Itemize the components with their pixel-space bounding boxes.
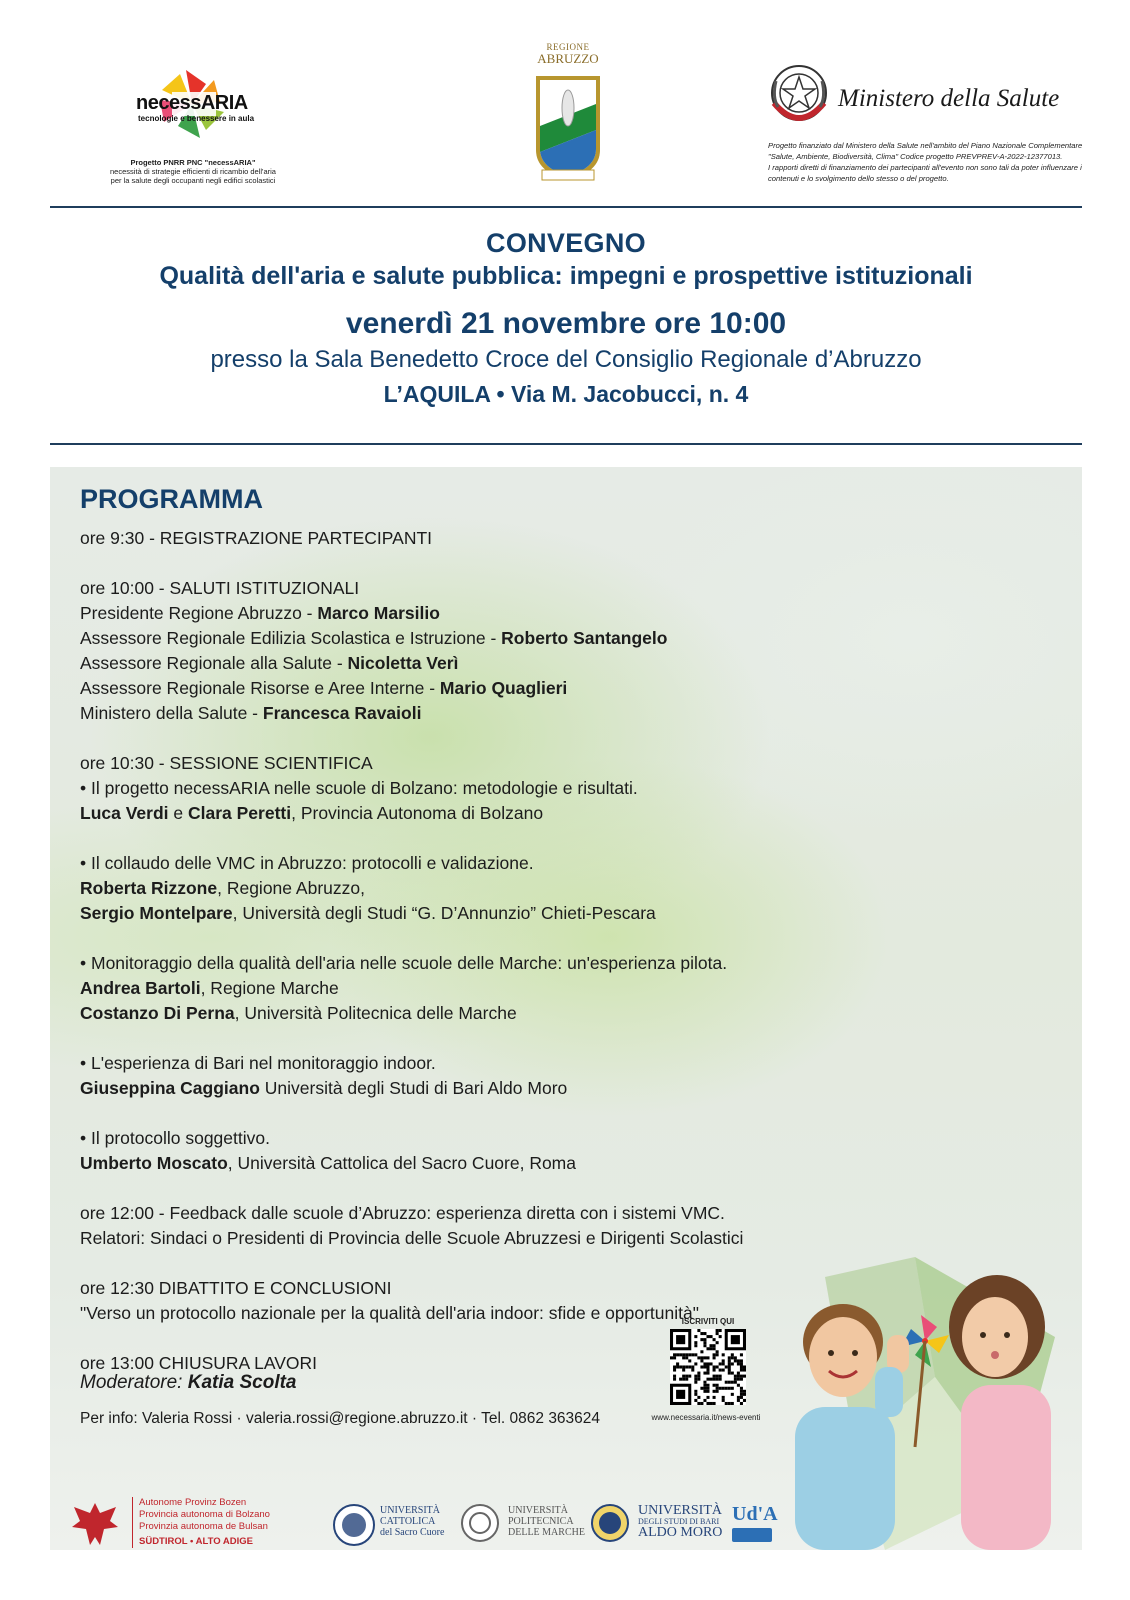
program-list [80,482,800,1376]
qr-url[interactable]: www.necessaria.it/news-eventi [651,1413,761,1422]
bolzano-text: Autonome Provinz Bozen Provincia autonoma di Bolzano Provinzia autonoma de Bulsan SÜDTIROL • ALTO ADIGE [132,1497,270,1548]
unicatt-seal-icon [332,1503,376,1547]
talk-speakers: Giuseppina Caggiano Università degli Studi di Bari Aldo Moro [80,1078,568,1098]
event-subtitle: Qualità dell'aria e salute pubblica: impegni e prospettive istituzionali [159,262,973,290]
greeting-line: Ministero della Salute - Francesca Ravaioli [80,703,422,723]
event-datetime: venerdì 21 novembre ore 10:00 [345,307,787,340]
session-feedback-speakers: Relatori: Sindaci o Presidenti di Provincia delle Scuole Abruzzesi e Dirigenti Scolastici [80,1228,744,1248]
session-feedback: ore 12:00 - Feedback dalle scuole d’Abruzzo: esperienza diretta con i sistemi VMC. [80,1203,725,1223]
greeting-line: Presidente Regione Abruzzo - Marco Marsilio [80,603,440,623]
talk-title: • Il collaudo delle VMC in Abruzzo: protocolli e validazione. [80,853,534,873]
greeting-line: Assessore Regionale Edilizia Scolastica e Istruzione - Roberto Santangelo [80,628,668,648]
talk-speakers: Luca Verdi e Clara Peretti, Provincia Autonoma di Bolzano [80,803,544,823]
session-debate: ore 12:30 DIBATTITO E CONCLUSIONI [80,1278,392,1298]
italian-republic-emblem-icon [768,63,830,127]
registration-qr[interactable] [648,1317,768,1422]
partner-logos [70,1497,790,1547]
talk-title: • Monitoraggio della qualità dell'aria nelle scuole delle Marche: un'esperienza pilota. [80,953,728,973]
greeting-line: Assessore Regionale Risorse e Aree Interne - Mario Quaglieri [80,678,568,698]
ministero-funding-note: Progetto finanziato dal Ministero della Salute nell'ambito del Piano Nazionale Complementare "Salute, Ambiente, Biodiversità, Clima" Codice progetto PREVPREV-A-2022-12377013. I rapporti diretti di finanziamento dei partecipanti all'evento non sono tali da poter influenzare i contenuti e lo svolgimento dello stesso o del progetto. [768,141,1083,183]
talk-speakers: Andrea Bartoli, Regione Marche [80,978,339,998]
ministero-salute-logo [768,63,1088,203]
session-closing: ore 13:00 CHIUSURA LAVORI [80,1353,317,1373]
regione-abruzzo-logo [528,42,608,182]
event-venue: presso la Sala Benedetto Croce del Consiglio Regionale d’Abruzzo [210,346,922,373]
event-title-block [50,226,1082,412]
program-panel [50,467,1082,1550]
contact-info[interactable]: Per info: Valeria Rossi · valeria.rossi@regione.abruzzo.it · Tel. 0862 363624 [80,1410,601,1427]
talk-speakers: Roberta Rizzone, Regione Abruzzo, [80,878,365,898]
moderator-line: Moderatore: Katia Scolta [80,1372,297,1393]
ministero-title: Ministero della Salute [838,85,1060,112]
unicatt-logo: UNIVERSITÀ CATTOLICA del Sacro Cuore [332,1503,452,1549]
event-type: CONVEGNO [486,228,646,258]
session-greetings: ore 10:00 - SALUTI ISTITUZIONALI [80,578,360,598]
talk-title: • Il protocollo soggettivo. [80,1128,270,1148]
uda-logo: Ud'A [732,1503,782,1549]
necessaria-project-text: Progetto PNRR PNC "necessARIA" necessità di strategie efficienti di ricambio dell'aria per la salute degli occupanti negli edifici scolastici [110,158,276,185]
provincia-bolzano-logo [70,1499,320,1555]
event-address: L’AQUILA • Via M. Jacobucci, n. 4 [383,381,749,407]
title-divider [50,443,1082,445]
header-divider [50,206,1082,208]
talk-title: • Il progetto necessARIA nelle scuole di Bolzano: metodologie e risultati. [80,778,638,798]
univpm-logo: UNIVERSITÀ POLITECNICA DELLE MARCHE [460,1503,580,1549]
necessaria-wordmark: necessARIA [136,92,248,114]
program-heading: PROGRAMMA [80,484,263,514]
uniba-logo: UNIVERSITÀ DEGLI STUDI DI BARI ALDO MORO [590,1503,730,1549]
univpm-seal-icon [460,1503,500,1543]
necessaria-logo [88,60,298,195]
regione-label: REGIONE [546,42,590,52]
regione-shield-icon [532,74,604,182]
greeting-line: Assessore Regionale alla Salute - Nicoletta Verì [80,653,459,673]
qr-code-icon[interactable] [670,1329,746,1405]
uniba-seal-icon [590,1503,630,1543]
talk-speakers: Costanzo Di Perna, Università Politecnica delle Marche [80,1003,517,1023]
session-debate-title: "Verso un protocollo nazionale per la qualità dell'aria indoor: sfide e opportunità" [80,1303,699,1323]
necessaria-tagline: tecnologie e benessere in aula [138,114,255,123]
session-registration: ore 9:30 - REGISTRAZIONE PARTECIPANTI [80,528,433,548]
abruzzo-label: ABRUZZO [537,51,599,66]
children-pinwheel-illustration [765,1257,1082,1550]
session-scientific: ore 10:30 - SESSIONE SCIENTIFICA [80,753,373,773]
talk-speakers: Umberto Moscato, Università Cattolica del Sacro Cuore, Roma [80,1153,576,1173]
eagle-icon [70,1499,120,1549]
talk-speakers: Sergio Montelpare, Università degli Studi “G. D’Annunzio” Chieti-Pescara [80,903,656,923]
talk-title: • L'esperienza di Bari nel monitoraggio indoor. [80,1053,436,1073]
qr-label: ISCRIVITI QUI [681,1317,735,1326]
